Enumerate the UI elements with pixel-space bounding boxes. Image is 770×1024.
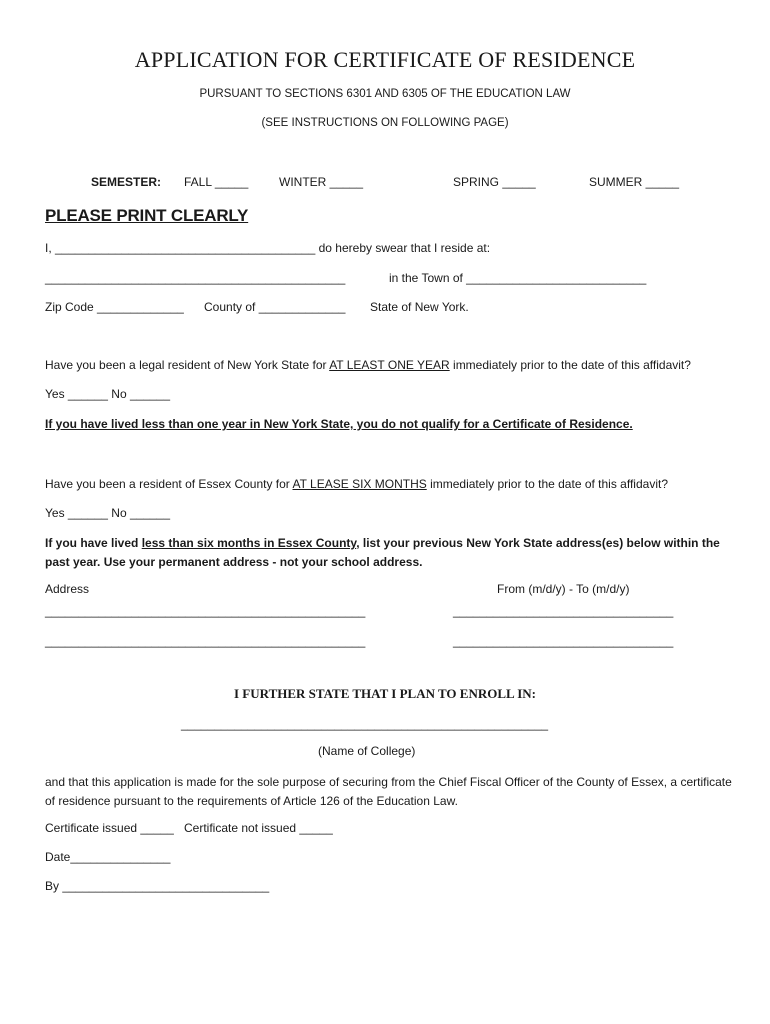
purpose-statement: and that this application is made for the sole purpose of securing from the Chief Fiscal Officer of the County of Essex, a certificate of residence pursuant to the requirements of Article 126 of the Education Law. [45,775,732,808]
town-field[interactable]: in the Town of ___________________________ [389,271,647,285]
semester-spring-field[interactable]: SPRING _____ [453,175,536,189]
previous-dates-field[interactable]: _________________________________ [453,634,674,648]
note-text-end: , list your previous New York State address(es) below within the past year. Use your permanent address - not your school address. [45,536,720,569]
semester-fall-field[interactable]: FALL _____ [184,175,249,189]
question-text: Have you been a resident of Essex County for [45,477,293,491]
question-text-end: immediately prior to the date of this affidavit? [449,358,691,372]
dates-column-label: From (m/d/y) - To (m/d/y) [497,582,630,596]
county-residency-answer[interactable]: Yes ______ No ______ [45,506,171,520]
question-text: Have you been a legal resident of New York State for [45,358,330,372]
certificate-not-issued-field[interactable]: Certificate not issued _____ [184,821,333,835]
enroll-statement: I FURTHER STATE THAT I PLAN TO ENROLL IN: [234,686,536,701]
question-emphasis: AT LEASE SIX MONTHS [292,477,427,491]
college-name-field[interactable]: _______________________________________________________ [181,717,549,731]
previous-address-note [45,534,735,572]
by-signature-field[interactable]: By _______________________________ [45,879,270,893]
instructions-note: (SEE INSTRUCTIONS ON FOLLOWING PAGE) [261,117,509,129]
certificate-issued-field[interactable]: Certificate issued _____ [45,821,174,835]
residence-address-field[interactable]: _____________________________________________ [45,271,346,285]
zip-code-field[interactable]: Zip Code _____________ [45,300,184,314]
print-clearly-heading: PLEASE PRINT CLEARLY [45,206,249,225]
previous-address-field[interactable]: ________________________________________________ [45,604,366,618]
note-emphasis: less than six months in Essex County [141,536,357,550]
semester-label: SEMESTER: [91,175,162,189]
county-residency-question [45,477,668,491]
question-text-end: immediately prior to the date of this affidavit? [426,477,668,491]
date-field[interactable]: Date_______________ [45,850,171,864]
page-title: APPLICATION FOR CERTIFICATE OF RESIDENCE [134,47,636,72]
question-emphasis: AT LEAST ONE YEAR [329,358,450,372]
note-text: If you have lived [45,536,142,550]
semester-summer-field[interactable]: SUMMER _____ [589,175,680,189]
county-field[interactable]: County of _____________ [204,300,346,314]
previous-address-field[interactable]: ________________________________________________ [45,634,366,648]
address-column-label: Address [45,582,90,596]
page-subtitle: PURSUANT TO SECTIONS 6301 AND 6305 OF THE EDUCATION LAW [199,88,571,100]
college-name-caption: (Name of College) [318,744,416,758]
previous-dates-field[interactable]: _________________________________ [453,604,674,618]
semester-winter-field[interactable]: WINTER _____ [279,175,364,189]
ny-residency-warning: If you have lived less than one year in New York State, you do not qualify for a Certificate of Residence. [45,417,633,431]
ny-residency-question [45,358,691,372]
state-text: State of New York. [370,300,469,314]
swear-name-line[interactable]: I, _______________________________________ do hereby swear that I reside at: [45,241,491,255]
ny-residency-answer[interactable]: Yes ______ No ______ [45,387,171,401]
